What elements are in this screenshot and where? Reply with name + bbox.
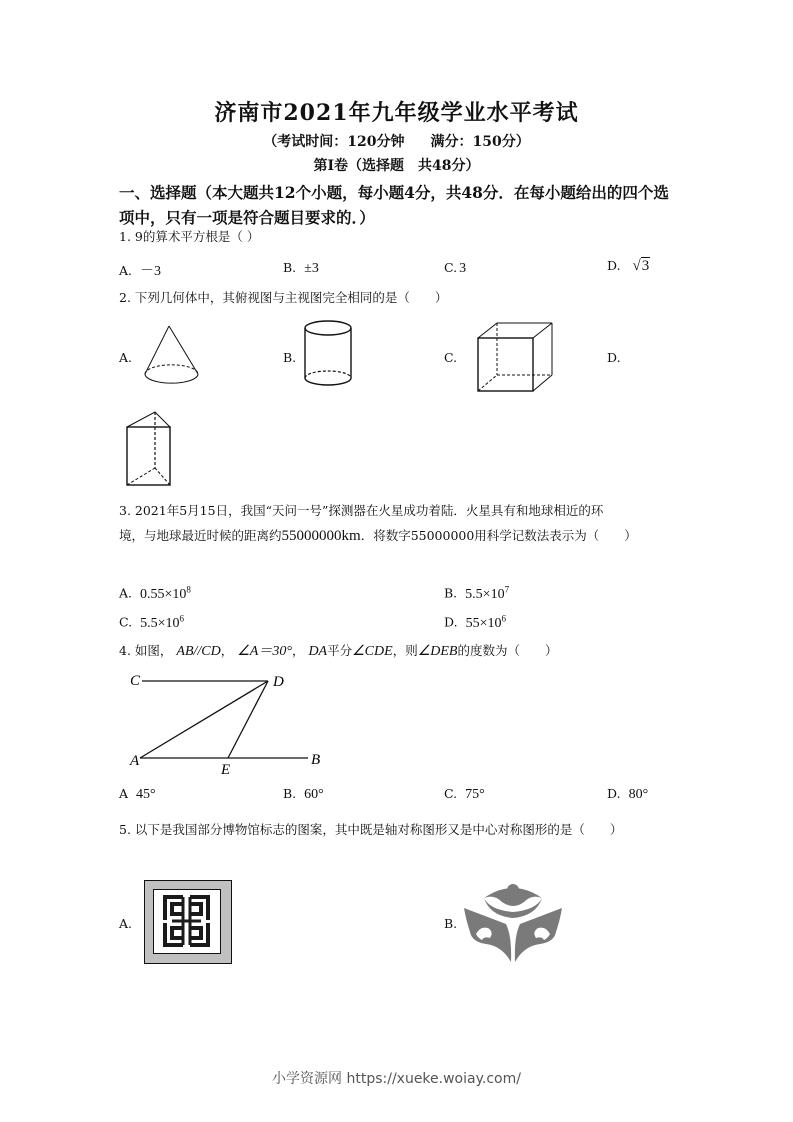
stem-text: ，	[220, 643, 234, 658]
question-4-stem	[119, 642, 557, 661]
q4-option-a[interactable]	[119, 786, 156, 803]
exam-title: 济南市2021年九年级学业水平考试	[214, 100, 579, 126]
q2-option-d-label[interactable]: D.	[607, 350, 621, 365]
question-2-stem: 2. 下列几何体中，其俯视图与主视图完全相同的是（ ）	[119, 290, 448, 305]
exponent: 6	[501, 613, 506, 623]
math-expr: ∠A＝30°	[237, 644, 292, 659]
q3-option-b[interactable]	[444, 584, 509, 603]
option-value: 60°	[304, 787, 324, 802]
q1-option-b[interactable]	[283, 260, 319, 277]
stem-text: ，则	[392, 643, 418, 658]
cone-icon	[140, 324, 210, 390]
watermark-footer[interactable]: 小学资源网 https://xueke.woiay.com/	[272, 1071, 521, 1087]
option-value	[140, 613, 184, 631]
math-expr: AB//CD	[176, 644, 221, 659]
cylinder-icon	[280, 318, 350, 394]
exponent: 8	[186, 584, 191, 594]
option-value	[465, 613, 506, 631]
q5-option-a-label[interactable]: A.	[119, 916, 133, 931]
section-heading: 一、选择题（本大题共12个小题，每小题4分，共48分．在每小题给出的四个选项中，只有一项是符合题目要求的．）	[119, 183, 669, 227]
q1-option-d[interactable]	[607, 258, 650, 275]
option-value: 80°	[628, 787, 649, 802]
geometry-figure	[128, 670, 328, 784]
question-3-stem-line2	[119, 527, 637, 545]
base: 5.5×10	[465, 586, 505, 602]
base: 55×10	[465, 615, 502, 631]
question-1-stem: 1. 9的算术平方根是（ ）	[119, 229, 260, 244]
exam-time: （考试时间：120分钟	[263, 134, 405, 150]
option-label: D.	[607, 786, 621, 801]
option-value	[465, 584, 510, 602]
q3-option-d[interactable]	[444, 613, 506, 632]
option-label: C.	[444, 786, 458, 801]
q3-option-a[interactable]	[119, 584, 191, 603]
distance-value: 55000000km	[281, 528, 361, 544]
q2-option-c-label[interactable]: C.	[444, 350, 458, 365]
option-label: A.	[119, 263, 133, 278]
option-label: C.	[444, 260, 458, 275]
option-label: B.	[444, 585, 458, 601]
stem-text: ，	[291, 643, 305, 658]
point-a-label: A	[130, 753, 140, 769]
option-label: B.	[283, 260, 297, 275]
exponent: 6	[179, 613, 184, 623]
sqrt-expression: √3	[632, 258, 650, 274]
q2-option-b-label[interactable]: B.	[283, 350, 297, 365]
option-value: ±3	[304, 261, 319, 276]
museum-logo-a-icon	[144, 880, 232, 964]
point-b-label: B	[311, 752, 321, 768]
option-label: D.	[607, 258, 621, 273]
q4-option-c[interactable]	[444, 786, 485, 803]
option-label: A.	[119, 585, 133, 601]
point-d-label: D	[273, 674, 284, 690]
question-5-stem: 5. 以下是我国部分博物馆标志的图案，其中既是轴对称图形又是中心对称图形的是（ ）	[119, 822, 623, 837]
stem-text: 4. 如图，	[119, 643, 173, 658]
base: 5.5×10	[140, 615, 180, 631]
q5-option-b-label[interactable]: B.	[444, 916, 458, 931]
exam-full-score: 满分：150分）	[430, 134, 530, 150]
volume-heading: 第Ⅰ卷（选择题 共48分）	[313, 158, 480, 174]
q4-option-d[interactable]	[607, 786, 648, 803]
q1-option-c[interactable]	[444, 260, 466, 277]
cube-icon	[470, 320, 560, 404]
stem-text: 的度数为（ ）	[457, 643, 558, 658]
option-label: D.	[444, 614, 458, 630]
math-expr: ∠CDE	[352, 644, 393, 659]
option-value	[140, 584, 191, 602]
option-label: C.	[119, 614, 133, 630]
point-e-label: E	[221, 762, 231, 778]
base: 0.55×10	[140, 586, 187, 602]
option-value: －3	[140, 264, 162, 279]
option-value: 75°	[465, 787, 485, 802]
option-value: 3	[459, 261, 467, 276]
stem-text: 平分	[327, 643, 353, 658]
math-expr: ∠DEB	[417, 644, 458, 659]
option-value: 45°	[136, 787, 156, 802]
option-label: A	[119, 786, 129, 801]
point-c-label: C	[130, 673, 141, 689]
q3-option-c[interactable]	[119, 613, 184, 632]
q4-option-b[interactable]	[283, 786, 324, 803]
stem-text: 境，与地球最近时候的距离约	[119, 528, 282, 543]
museum-logo-b-icon	[462, 880, 566, 968]
question-3-stem-line1: 3. 2021年5月15日，我国“天问一号”探测器在火星成功着陆．火星具有和地球相近的环	[119, 503, 604, 518]
option-label: B.	[283, 786, 297, 801]
math-expr: DA	[308, 644, 328, 659]
exponent: 7	[504, 584, 510, 594]
q2-option-a-label[interactable]: A.	[119, 350, 133, 365]
exam-subtitle	[0, 131, 793, 151]
triangular-prism-icon	[122, 410, 172, 492]
stem-text: ．将数字55000000用科学记数法表示为（ ）	[360, 528, 637, 543]
radicand: 3	[641, 258, 650, 274]
q1-option-a[interactable]	[119, 260, 161, 280]
